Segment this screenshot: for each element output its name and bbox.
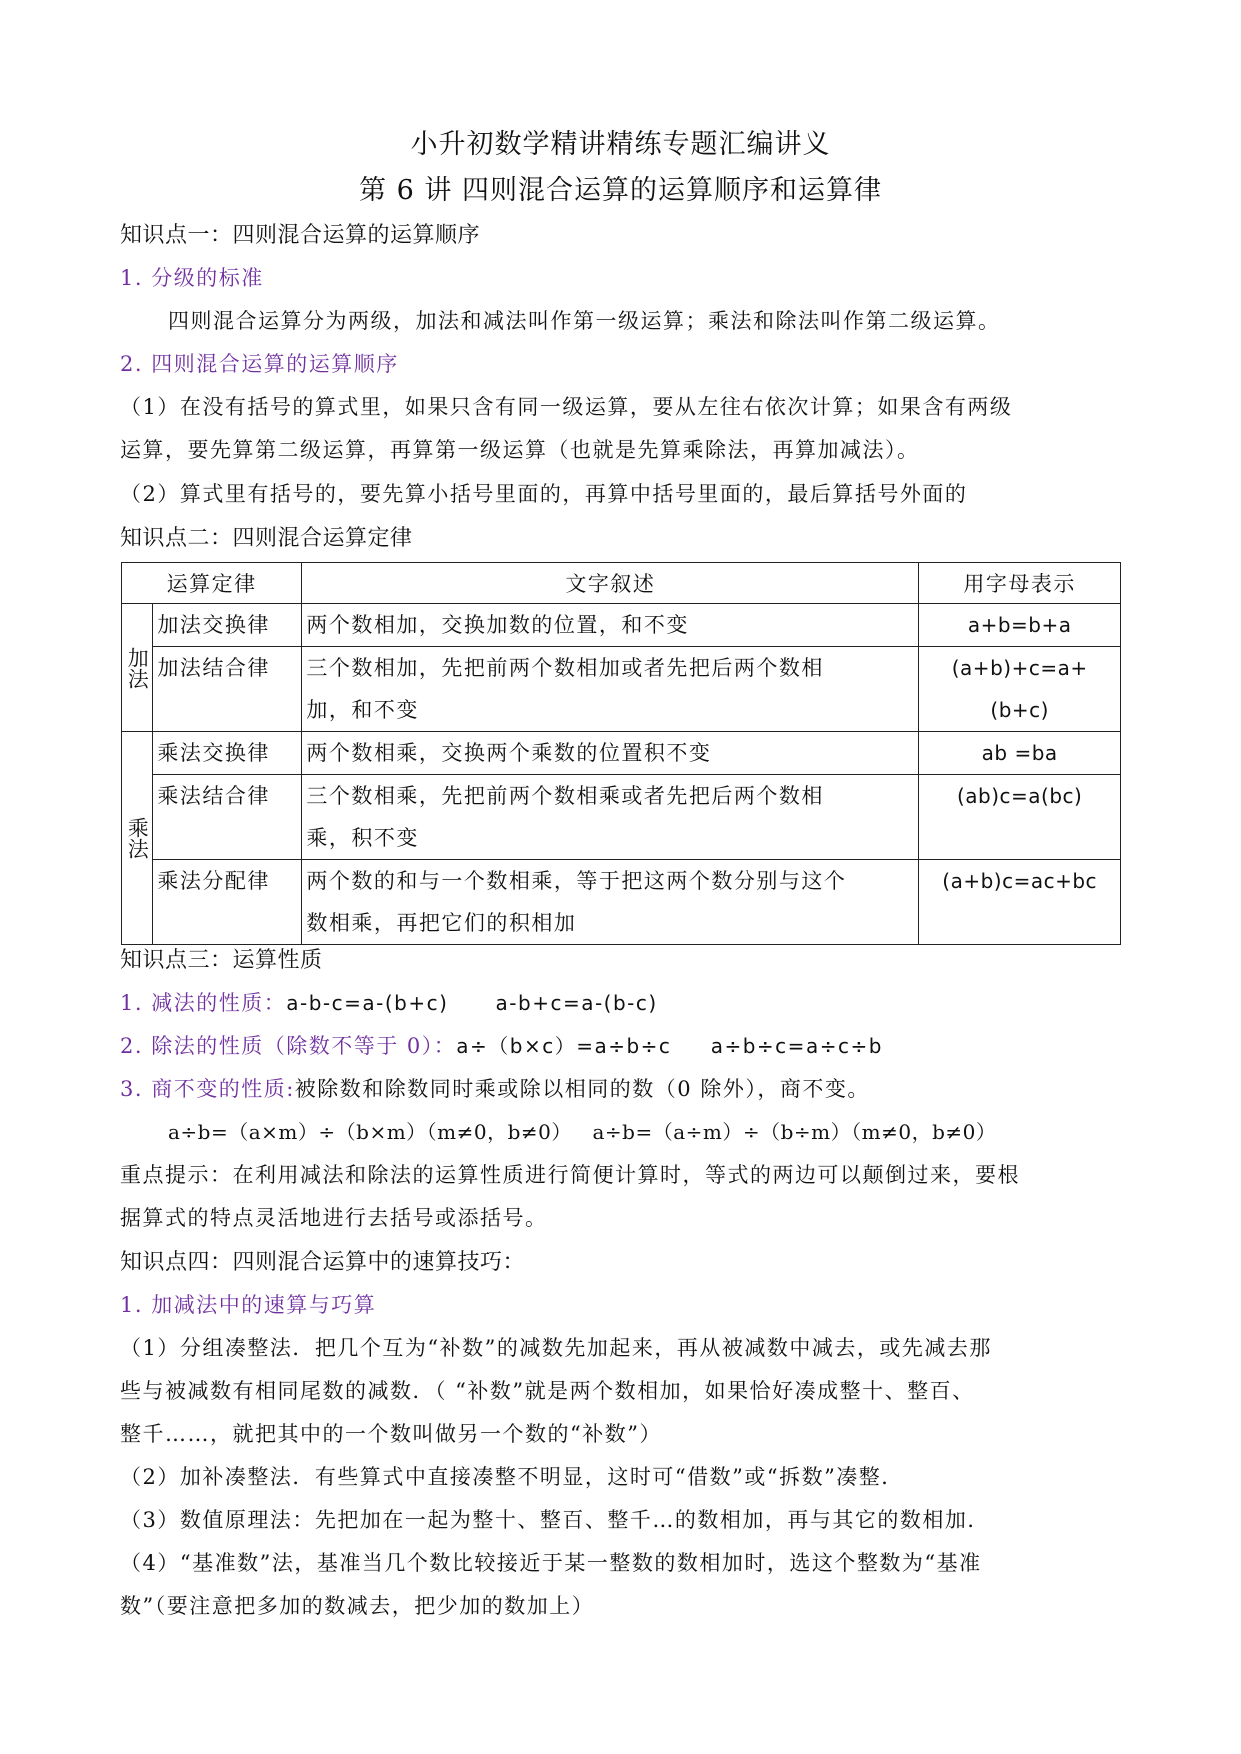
- table-header-law: 运算定律: [122, 563, 302, 604]
- section3-heading: 知识点三：运算性质: [120, 948, 323, 973]
- law-name: 加法交换律: [153, 604, 302, 647]
- table-header-row: [122, 563, 1121, 604]
- section1-heading: 知识点一：四则混合运算的运算顺序: [120, 223, 481, 248]
- table-row: [122, 860, 1121, 945]
- technique-1-line1: （1）分组凑整法．把几个互为“补数”的减数先加起来，再从被减数中减去，或先减去那: [120, 1336, 992, 1360]
- law-formula: (a+b)c=ac+bc: [919, 860, 1121, 945]
- division-property-label: 2. 除法的性质（除数不等于 0）：: [120, 1034, 457, 1058]
- subtraction-property: [120, 987, 658, 1017]
- group-label-addition: 加法: [122, 604, 153, 732]
- division-property-formula: a÷（b×c）=a÷b÷c a÷b÷c=a÷c÷b: [456, 1034, 883, 1058]
- lecture-title: 第 6 讲 四则混合运算的运算顺序和运算律: [359, 175, 882, 206]
- law-description: 两个数相加，交换加数的位置，和不变: [302, 604, 919, 647]
- law-description: 三个数相加，先把前两个数相加或者先把后两个数相 加，和不变: [302, 647, 919, 732]
- document-title: 小升初数学精讲精练专题汇编讲义: [410, 129, 831, 160]
- section1-paragraph-3: （2）算式里有括号的，要先算小括号里面的，再算中括号里面的，最后算括号外面的: [120, 482, 968, 506]
- subtraction-property-label: 1. 减法的性质：: [120, 991, 287, 1015]
- technique-4-line2: 数”（要注意把多加的数减去，把少加的数加上）: [120, 1594, 595, 1618]
- operation-laws-table: [121, 562, 1121, 945]
- law-formula: (ab)c=a(bc): [919, 775, 1121, 860]
- key-tip-line1: 重点提示：在利用减法和除法的运算性质进行简便计算时，等式的两边可以颠倒过来，要根: [120, 1163, 1020, 1187]
- law-name: 乘法交换律: [153, 732, 302, 775]
- technique-4-line1: （4）“基准数”法，基准当几个数比较接近于某一整数的数相加时，选这个整数为“基准: [120, 1551, 982, 1575]
- law-name: 乘法结合律: [153, 775, 302, 860]
- quotient-property: [120, 1073, 870, 1103]
- technique-1-line2: 些与被减数有相同尾数的减数．（ “补数”就是两个数相加，如果恰好凑成整十、整百、: [120, 1379, 975, 1403]
- table-header-formula: 用字母表示: [919, 563, 1121, 604]
- section1-paragraph-2-line1: （1）在没有括号的算式里，如果只含有同一级运算，要从左往右依次计算；如果含有两级: [120, 395, 1013, 419]
- technique-1-line3: 整千……，就把其中的一个数叫做另一个数的“补数”）: [120, 1422, 662, 1446]
- section1-paragraph-2-line2: 运算，要先算第二级运算，再算第一级运算（也就是先算乘除法，再算加减法）。: [120, 438, 920, 462]
- law-formula: a+b=b+a: [919, 604, 1121, 647]
- quotient-property-text: 被除数和除数同时乘或除以相同的数（0 除外），商不变。: [294, 1077, 870, 1101]
- quotient-property-formula: a÷b=（a×m）÷（b×m）（m≠0，b≠0） a÷b=（a÷m）÷（b÷m）（m≠0，b≠0）: [168, 1120, 997, 1144]
- table-row: [122, 604, 1121, 647]
- technique-2: （2）加补凑整法．有些算式中直接凑整不明显，这时可“借数”或“拆数”凑整．: [120, 1465, 904, 1489]
- law-formula: ab =ba: [919, 732, 1121, 775]
- group-label-multiplication: 乘法: [122, 732, 153, 945]
- law-description: 两个数相乘，交换两个乘数的位置积不变: [302, 732, 919, 775]
- division-property: [120, 1030, 883, 1060]
- table-row: [122, 775, 1121, 860]
- quotient-property-label: 3. 商不变的性质:: [120, 1077, 295, 1101]
- table-header-description: 文字叙述: [302, 563, 919, 604]
- law-description: 两个数的和与一个数相乘，等于把这两个数分别与这个 数相乘，再把它们的积相加: [302, 860, 919, 945]
- section1-subheading-1: 1. 分级的标准: [120, 266, 264, 290]
- section1-paragraph-1: 四则混合运算分为两级，加法和减法叫作第一级运算；乘法和除法叫作第二级运算。: [168, 309, 1001, 333]
- section4-subheading-1: 1. 加减法中的速算与巧算: [120, 1293, 377, 1317]
- table-row: [122, 647, 1121, 732]
- section4-heading: 知识点四：四则混合运算中的速算技巧：: [120, 1250, 526, 1275]
- technique-3: （3）数值原理法：先把加在一起为整十、整百、整千…的数相加，再与其它的数相加．: [120, 1508, 990, 1532]
- key-tip-line2: 据算式的特点灵活地进行去括号或添括号。: [120, 1206, 548, 1230]
- section1-subheading-2: 2. 四则混合运算的运算顺序: [120, 352, 399, 376]
- law-description: 三个数相乘，先把前两个数相乘或者先把后两个数相 乘，积不变: [302, 775, 919, 860]
- law-name: 加法结合律: [153, 647, 302, 732]
- law-name: 乘法分配律: [153, 860, 302, 945]
- table-row: [122, 732, 1121, 775]
- section2-heading: 知识点二：四则混合运算定律: [120, 526, 413, 551]
- subtraction-property-formula: a-b-c=a-(b+c) a-b+c=a-(b-c): [286, 991, 658, 1015]
- law-formula: (a+b)+c=a+(b+c): [919, 647, 1121, 732]
